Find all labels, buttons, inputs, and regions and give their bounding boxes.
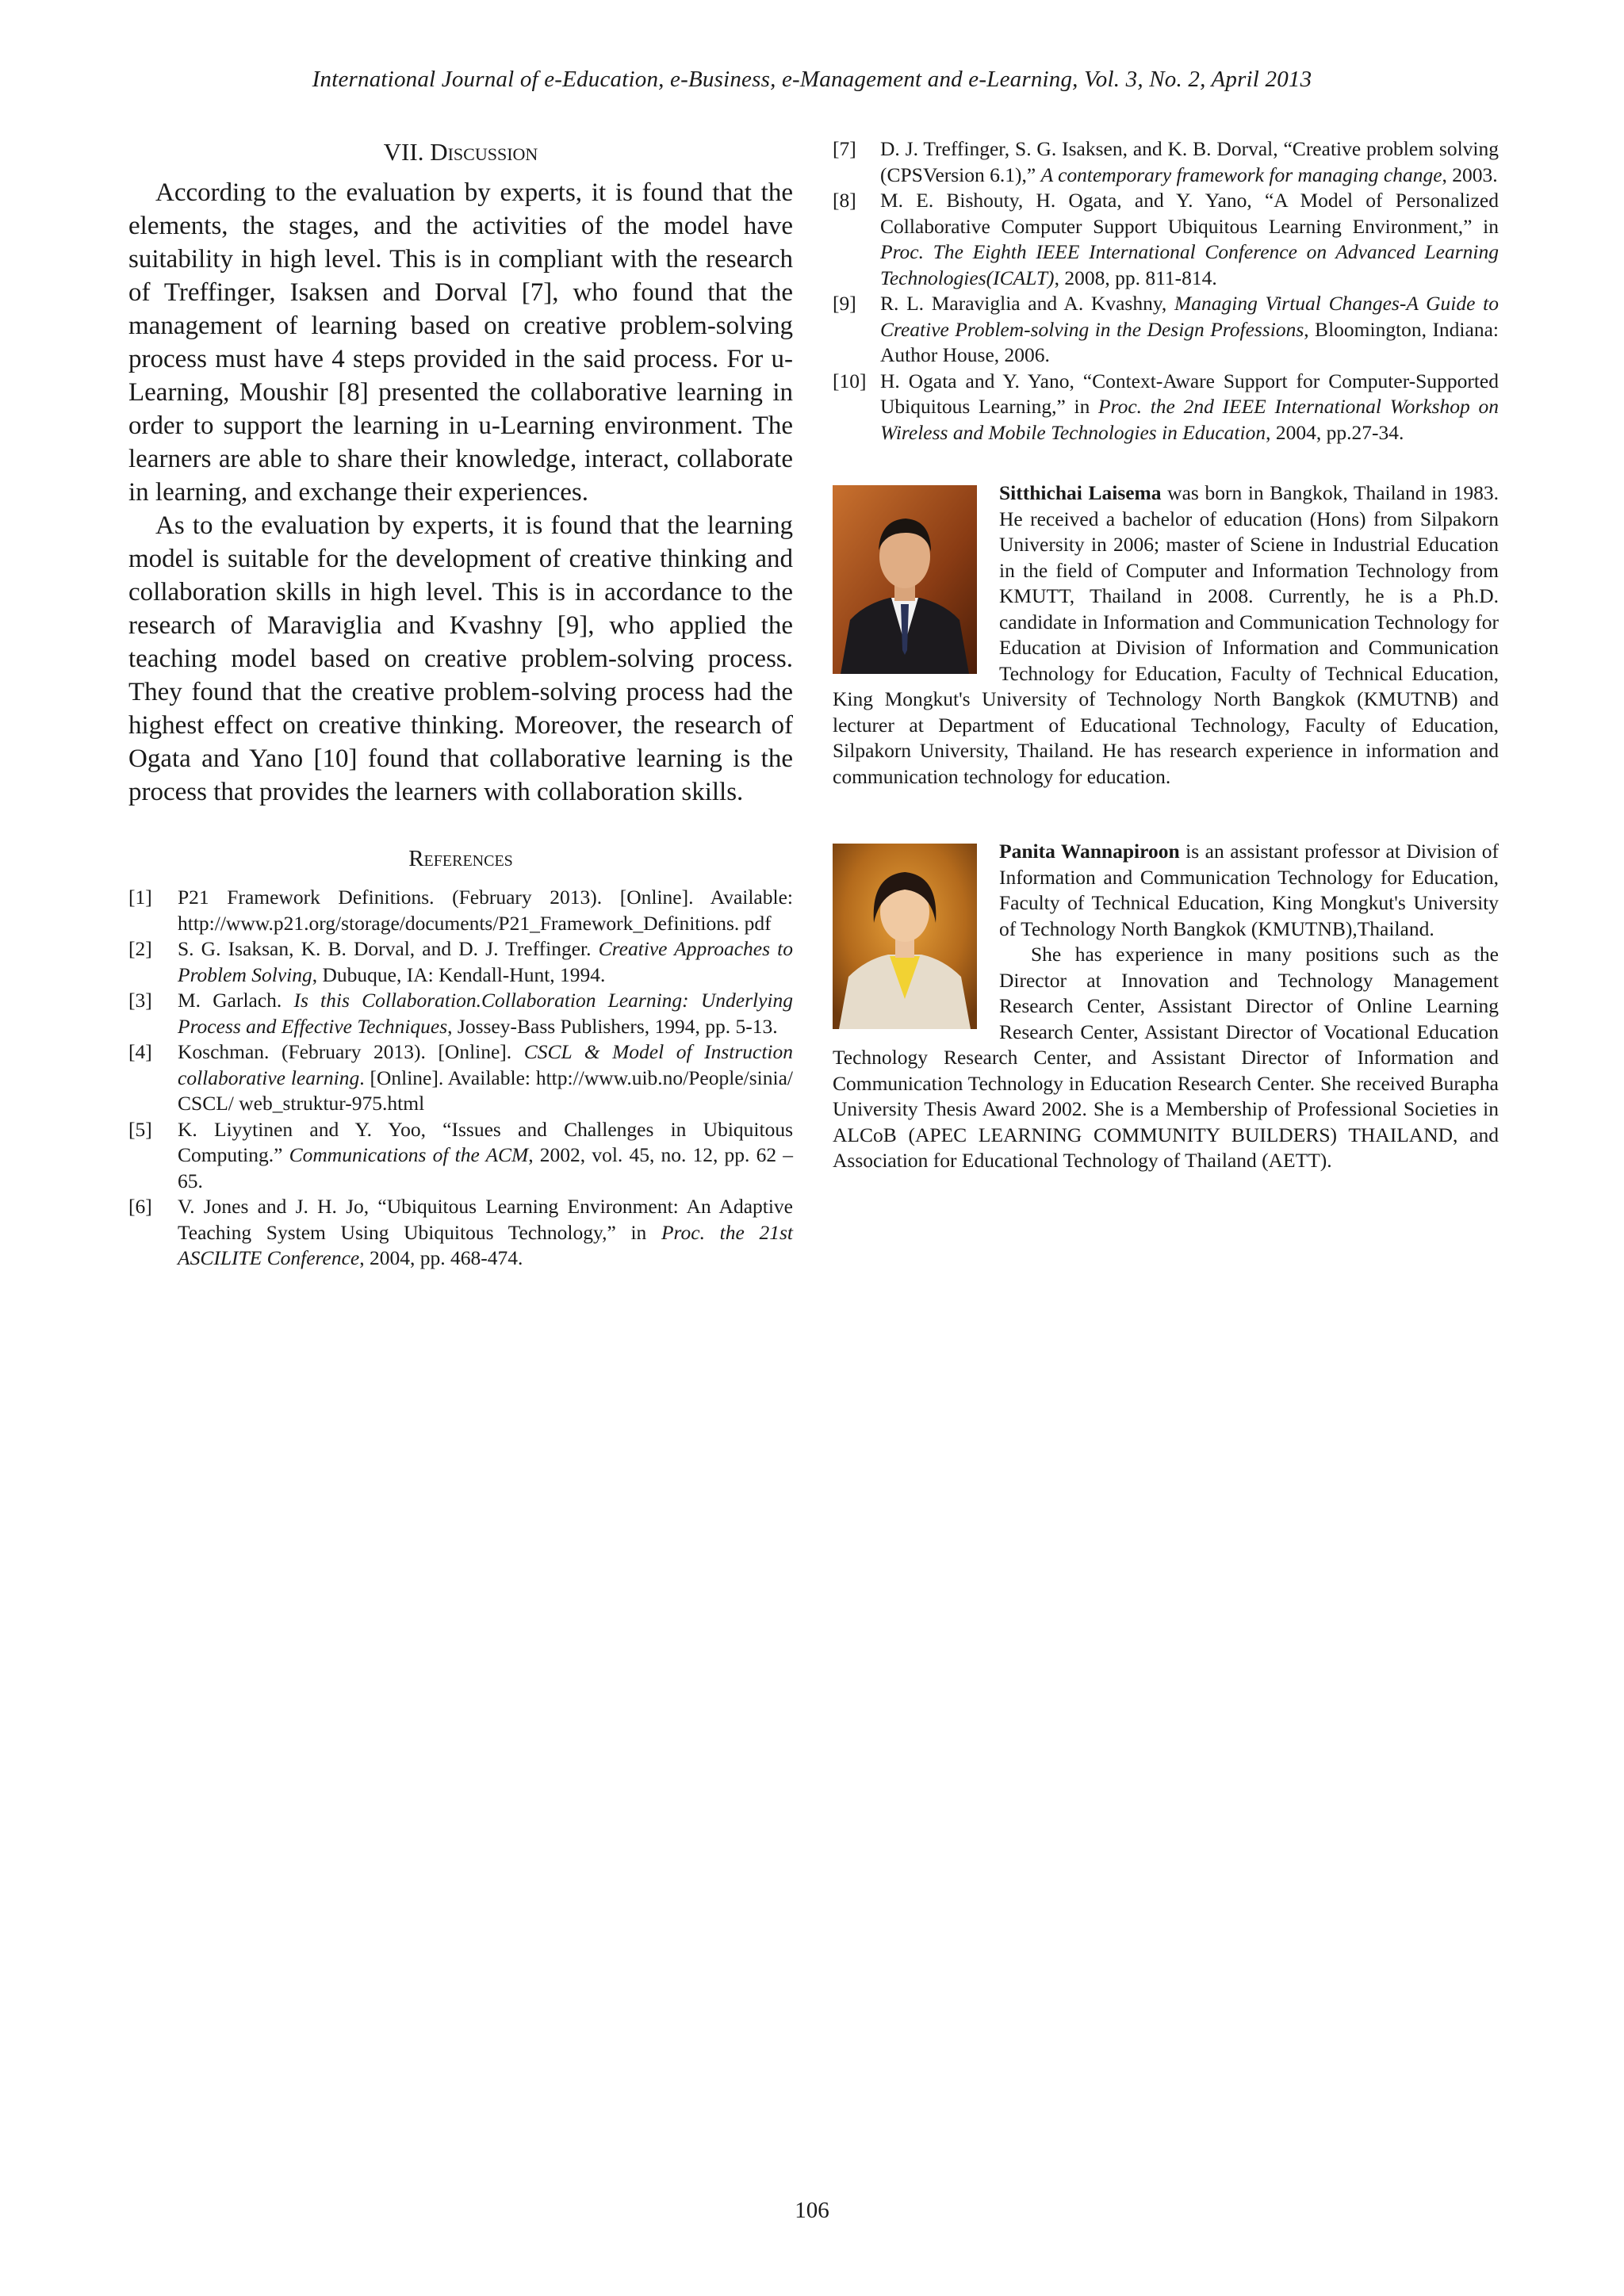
- reference-part: , Jossey-Bass Publishers, 1994, pp. 5-13.: [447, 1014, 778, 1038]
- discussion-title: Discussion: [430, 138, 538, 166]
- page-number: 106: [795, 2198, 829, 2223]
- reference-text: [880, 188, 1499, 291]
- reference-part: H. Ogata and Y. Yano, “Context-Aware Support for Computer-Supported Ubiquitous Learning,” in: [880, 369, 1499, 418]
- reference-part: Koschman. (February 2013). [Online].: [178, 1040, 524, 1063]
- author-bio-text-2b: She has experience in many positions such as the Director at Innovation and Technology Management Research Center, Assistant Director of Online Learning Research Center, Assistant Director of Vocational Education Technology Research Center, and Assistant Director of Information and Communication Technology in Education Research Center. She received Burapha University Thesis Award 2002. She is a Membership of Professional Societies in ALCoB (APEC LEARNING COMMUNITY BUILDERS) THAILAND, and Association for Educational Technology of Thailand (AETT).: [833, 943, 1499, 1172]
- reference-item: [128, 1117, 793, 1195]
- reference-item: [833, 291, 1499, 369]
- reference-text: [178, 885, 793, 936]
- reference-text: [178, 1039, 793, 1117]
- running-head: International Journal of e-Education, e-Business, e-Management and e-Learning, Vol. 3, No. 2, April 2013: [312, 67, 1312, 92]
- reference-number: [9]: [833, 292, 856, 315]
- reference-part: D. J. Treffinger, S. G. Isaksen, and K. B. Dorval, “Creative problem solving (CPSVersion 6.1),”: [880, 137, 1499, 186]
- reference-number: [1]: [128, 886, 152, 909]
- reference-list-right: [833, 136, 1499, 446]
- discussion-paragraph-2: As to the evaluation by experts, it is found that the learning model is suitable for the development of creative thinking and collaboration skills in high level. This is in accordance to the research of Maraviglia and Kvashny [9], who applied the teaching model based on creative problem-solving process. They found that the creative problem-solving process had the highest effect on creative thinking. Moreover, the research of Ogata and Yano [10] found that collaborative learning is the process that provides the learners with collaboration skills.: [128, 511, 793, 806]
- reference-part: S. G. Isaksan, K. B. Dorval, and D. J. Treffinger.: [178, 937, 599, 960]
- reference-part: , Dubuque, IA: Kendall-Hunt, 1994.: [312, 962, 606, 986]
- reference-number: [3]: [128, 989, 152, 1012]
- author-bio-2: [833, 839, 1499, 1174]
- author-photo-2: [833, 844, 977, 1029]
- author-bio-text-2: is an assistant professor at Division of Information and Communication Technology for Education, Faculty of Technical Education, King Mongkut's University of Technology North Bangkok (KMUTNB),Thailand.: [999, 840, 1499, 940]
- reference-text: [880, 136, 1499, 188]
- reference-part: , 2002, vol. 45, no. 12, pp. 62 – 65.: [178, 1143, 793, 1192]
- discussion-number: VII.: [383, 138, 424, 166]
- reference-text: [178, 1194, 793, 1272]
- reference-part: , 2004, pp. 468-474.: [359, 1246, 523, 1269]
- reference-italic-part: Is this Collaboration.Collaboration Learning: Underlying Process and Effective Techniques: [178, 989, 793, 1038]
- reference-text: [880, 369, 1499, 446]
- reference-italic-part: Creative Approaches to Problem Solving: [178, 937, 793, 986]
- reference-item: [128, 1194, 793, 1272]
- author-name-2: Panita Wannapiroon: [999, 840, 1180, 863]
- reference-item: [833, 188, 1499, 291]
- reference-text: [178, 1117, 793, 1195]
- author-bio-text-1: was born in Bangkok, Thailand in 1983. He received a bachelor of education (Hons) from Silpakorn University in 2006; master of Sciene in Industrial Education in the field of Computer and Information Technology from KMUTT, Thailand in 2008. Currently, he is a Ph.D. candidate in Information and Communication Technology for Education at Division of Information and Communication Technology for Education, Faculty of Technical Education, King Mongkut's University of Technology North Bangkok (KMUTNB) and lecturer at Department of Educational Technology, Faculty of Education, Silpakorn University, Thailand. He has research experience in information and communication technology for education.: [833, 481, 1499, 788]
- right-column: [833, 136, 1499, 1174]
- reference-number: [7]: [833, 137, 856, 160]
- reference-item: [128, 988, 793, 1039]
- reference-part: , 2008, pp. 811-814.: [1054, 266, 1217, 289]
- left-column: [128, 136, 793, 1272]
- reference-text: [880, 291, 1499, 369]
- discussion-paragraph-1: According to the evaluation by experts, it is found that the elements, the stages, and the activities of the model have suitability in high level. This is in compliant with the research of Treffinger, Isaksen and Dorval [7], who found that the management of learning based on creative problem-solving process must have 4 steps provided in the said process. For u-Learning, Moushir [8] presented the collaborative learning in order to support the learning in u-Learning environment. The learners are able to share their knowledge, interact, collaborate in learning, and exchange their experiences.: [128, 178, 793, 507]
- reference-italic-part: CSCL & Model of Instruction collaborative learning: [178, 1040, 794, 1089]
- reference-italic-part: Managing Virtual Changes-A Guide to Creative Problem-solving in the Design Professions: [880, 292, 1499, 341]
- reference-part: P21 Framework Definitions. (February 2013). [Online]. Available: http://www.p21.org/storage/documents/P21_Framework_Definitions. pdf: [178, 886, 793, 935]
- reference-italic-part: Communications of the ACM: [289, 1143, 529, 1166]
- reference-item: [833, 136, 1499, 188]
- reference-italic-part: A contemporary framework for managing change: [1040, 163, 1442, 186]
- reference-text: [178, 936, 793, 988]
- reference-part: R. L. Maraviglia and A. Kvashny,: [880, 292, 1174, 315]
- reference-part: V. Jones and J. H. Jo, “Ubiquitous Learning Environment: An Adaptive Teaching System Using Ubiquitous Technology,” in: [178, 1195, 793, 1244]
- reference-italic-part: Proc. the 2nd IEEE International Workshop on Wireless and Mobile Technologies in Education: [880, 395, 1499, 444]
- reference-part: . [Online]. Available: http://www.uib.no/People/sinia/ CSCL/ web_struktur-975.html: [178, 1066, 793, 1115]
- reference-item: [128, 885, 793, 936]
- reference-part: M. Garlach.: [178, 989, 294, 1012]
- reference-italic-part: Proc. The Eighth IEEE International Conference on Advanced Learning Technologies(ICALT): [880, 240, 1499, 289]
- reference-list-left: [128, 885, 793, 1272]
- discussion-heading: [128, 136, 793, 168]
- reference-part: , Bloomington, Indiana: Author House, 2006.: [880, 317, 1499, 366]
- reference-part: , 2003.: [1442, 163, 1498, 186]
- reference-item: [128, 936, 793, 988]
- reference-text: [178, 988, 793, 1039]
- reference-number: [10]: [833, 369, 867, 392]
- reference-number: [8]: [833, 189, 856, 212]
- reference-italic-part: Proc. the 21st ASCILITE Conference: [178, 1220, 793, 1269]
- reference-number: [2]: [128, 937, 152, 960]
- author-photo-1: [833, 485, 977, 674]
- author-name-1: Sitthichai Laisema: [999, 481, 1162, 504]
- reference-part: , 2004, pp.27-34.: [1266, 420, 1404, 444]
- author-bio-1: [833, 480, 1499, 790]
- reference-part: K. Liyytinen and Y. Yoo, “Issues and Challenges in Ubiquitous Computing.”: [178, 1117, 793, 1166]
- reference-part: M. E. Bishouty, H. Ogata, and Y. Yano, “A Model of Personalized Collaborative Computer Support Ubiquitous Learning Environment,” in: [880, 189, 1499, 238]
- reference-item: [128, 1039, 793, 1117]
- reference-number: [6]: [128, 1195, 152, 1218]
- reference-number: [4]: [128, 1040, 152, 1063]
- reference-number: [5]: [128, 1117, 152, 1141]
- references-heading: References: [408, 846, 513, 871]
- reference-item: [833, 369, 1499, 446]
